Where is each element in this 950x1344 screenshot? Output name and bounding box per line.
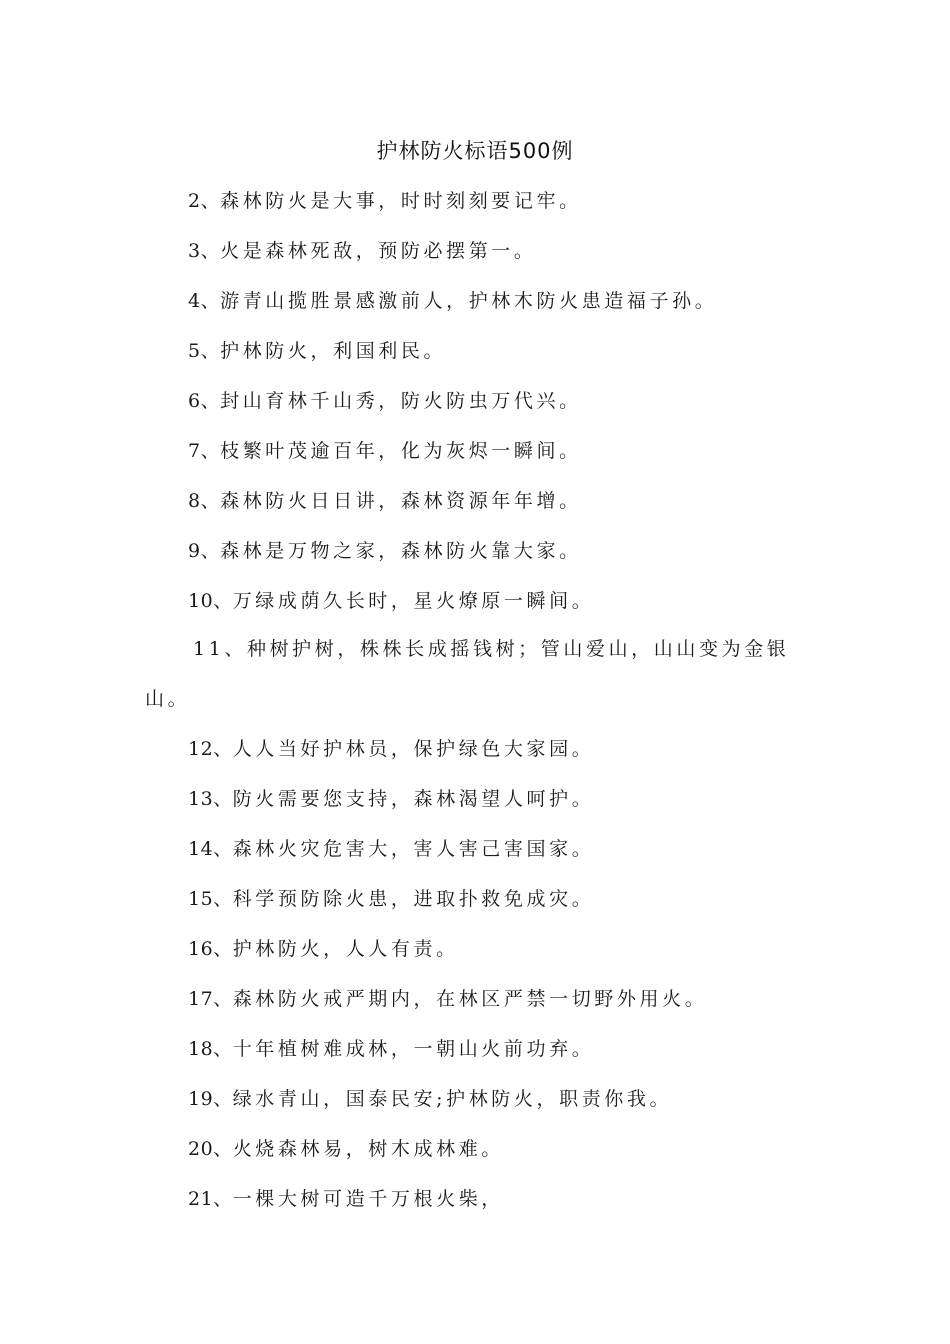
item-number: 8、 (188, 490, 221, 512)
list-item (188, 784, 828, 814)
item-text: 封山育林千山秀，防火防虫万代兴。 (220, 390, 582, 412)
item-text: 游青山揽胜景感激前人，护林木防火患造福子孙。 (220, 290, 718, 312)
list-item (188, 1084, 828, 1114)
item-number: 12、 (188, 738, 233, 760)
item-text: 绿水青山，国泰民安;护林防火，职责你我。 (232, 1088, 673, 1110)
item-number: 19、 (188, 1088, 233, 1110)
item-line-first (145, 634, 825, 664)
item-number: 17、 (188, 988, 233, 1010)
list-item (188, 436, 828, 466)
item-text: 火是森林死敌，预防必摆第一。 (220, 240, 537, 262)
list-item (188, 586, 828, 616)
list-item (188, 486, 828, 516)
item-text: 枝繁叶茂逾百年，化为灰烬一瞬间。 (220, 440, 582, 462)
item-text: 火烧森林易，树木成林难。 (232, 1138, 504, 1160)
item-number: 6、 (188, 390, 221, 412)
item-text: 科学预防除火患，进取扑救免成灾。 (232, 888, 595, 910)
item-number: 9、 (188, 540, 221, 562)
item-text: 种树护树，株株长成摇钱树；管山爱山，山山变为金银 (246, 638, 790, 660)
list-item (145, 634, 825, 714)
item-text: 防火需要您支持，森林渴望人呵护。 (232, 788, 595, 810)
item-text: 人人当好护林员，保护绿色大家园。 (232, 738, 595, 760)
item-text: 十年植树难成林，一朝山火前功弃。 (232, 1038, 595, 1060)
item-text: 护林防火，人人有责。 (232, 938, 459, 960)
list-item (188, 186, 828, 216)
page-title: 护林防火标语500例 (376, 139, 574, 163)
item-number: 11、 (193, 638, 247, 660)
item-text: 森林是万物之家，森林防火靠大家。 (220, 540, 582, 562)
item-number: 21、 (188, 1188, 233, 1210)
item-line-continuation: 山。 (145, 688, 191, 710)
item-number: 5、 (188, 340, 221, 362)
item-number: 10、 (188, 590, 233, 612)
item-number: 16、 (188, 938, 233, 960)
item-number: 15、 (188, 888, 233, 910)
list-item (188, 536, 828, 566)
item-number: 14、 (188, 838, 233, 860)
item-number: 13、 (188, 788, 233, 810)
list-item (188, 734, 828, 764)
item-number: 3、 (188, 240, 221, 262)
list-item (188, 286, 828, 316)
list-item (188, 934, 828, 964)
list-item (188, 1134, 828, 1164)
list-item (188, 1184, 828, 1214)
list-item (188, 236, 828, 266)
item-text: 森林防火日日讲，森林资源年年增。 (220, 490, 582, 512)
list-item (188, 834, 828, 864)
list-item (188, 386, 828, 416)
list-item (188, 1034, 828, 1064)
item-number: 20、 (188, 1138, 233, 1160)
item-text: 森林防火戒严期内，在林区严禁一切野外用火。 (232, 988, 708, 1010)
item-text: 万绿成荫久长时，星火燎原一瞬间。 (232, 590, 595, 612)
item-number: 18、 (188, 1038, 233, 1060)
item-text: 一棵大树可造千万根火柴， (232, 1188, 504, 1210)
list-item (188, 984, 828, 1014)
item-text: 森林防火是大事，时时刻刻要记牢。 (220, 190, 582, 212)
item-number: 2、 (188, 190, 221, 212)
list-item (188, 336, 828, 366)
item-number: 4、 (188, 290, 221, 312)
list-item (188, 884, 828, 914)
item-text: 护林防火，利国利民。 (220, 340, 447, 362)
item-text: 森林火灾危害大，害人害己害国家。 (232, 838, 595, 860)
item-number: 7、 (188, 440, 221, 462)
